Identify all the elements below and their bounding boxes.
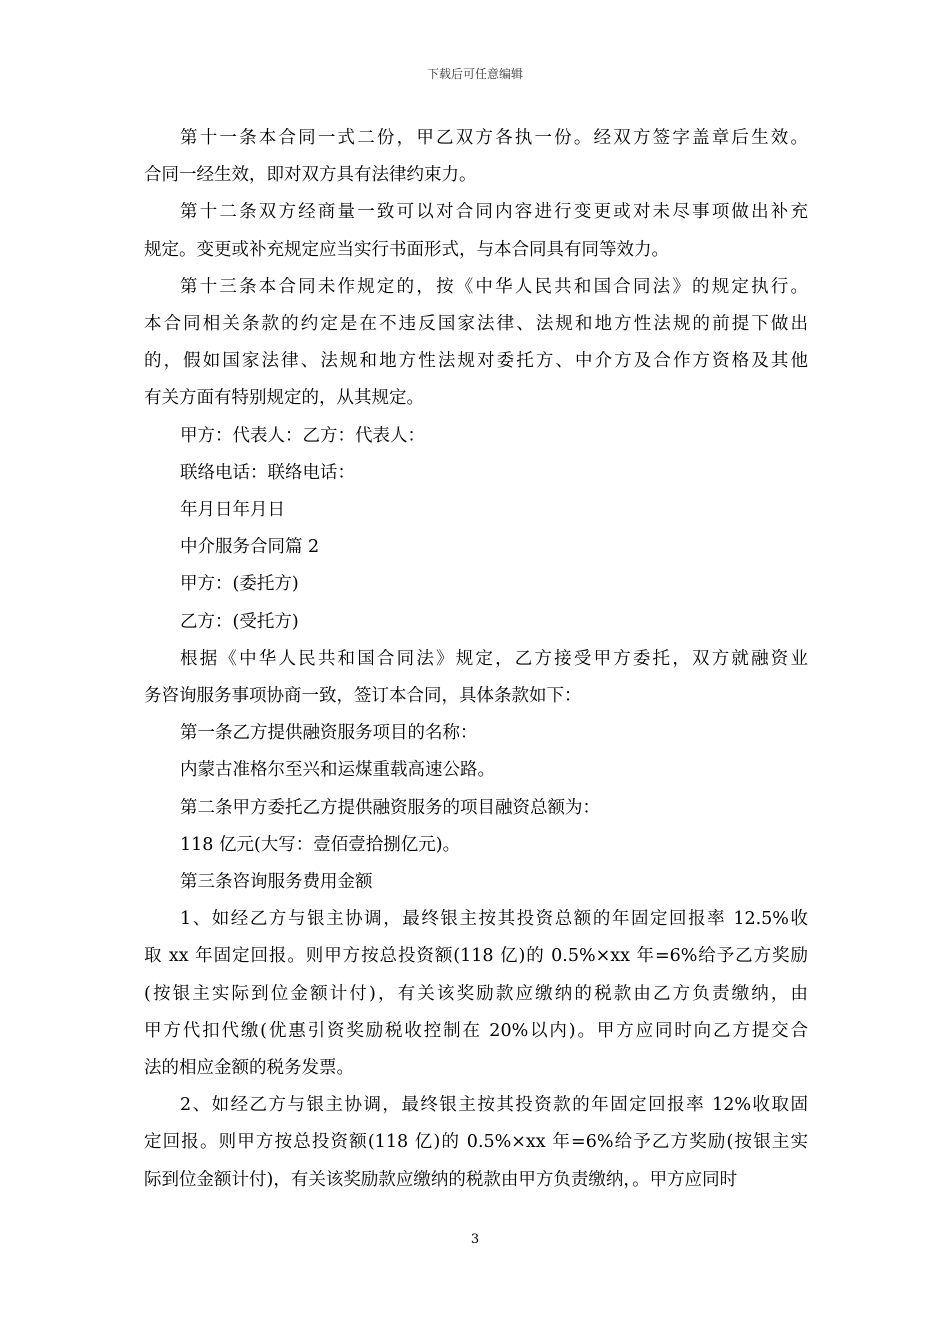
paragraph-line: 第十一条本合同一式二份，甲乙双方各执一份。经双方签字盖章后生效。: [180, 128, 808, 148]
paragraph: [144, 120, 808, 194]
paragraph: [144, 827, 808, 864]
paragraph-line: 甲方：代表人：乙方：代表人：: [180, 425, 425, 446]
paragraph: [144, 529, 808, 566]
paragraph: [144, 1087, 808, 1199]
paragraph-line: 第二条甲方委托乙方提供融资服务的项目融资总额为：: [180, 797, 600, 818]
paragraph: [144, 641, 808, 715]
paragraph-line: 规定。变更或补充规定应当实行书面形式，与本合同具有同等效力。: [144, 239, 669, 260]
paragraph-line: 内蒙古准格尔至兴和运煤重载高速公路。: [180, 760, 495, 781]
paragraph-line: 甲方：(委托方): [180, 574, 299, 595]
paragraph-line: 中介服务合同篇 2: [180, 537, 320, 558]
paragraph-line: 第十三条本合同未作规定的，按《中华人民共和国合同法》的规定执行。: [180, 276, 808, 297]
paragraph: [144, 418, 808, 455]
page-number: 3: [470, 1232, 480, 1247]
paragraph-line: 118 亿元(大写：壹佰壹拾捌亿元)。: [180, 834, 461, 855]
paragraph: [144, 715, 808, 752]
paragraph-line: 务咨询服务事项协商一致，签订本合同，具体条款如下：: [144, 686, 582, 707]
paragraph-line: 根据《中华人民共和国合同法》规定，乙方接受甲方委托，双方就融资业: [180, 648, 808, 669]
paragraph-line: 第三条咨询服务费用金额: [180, 872, 373, 893]
paragraph: [144, 492, 808, 529]
paragraph-line: 定回报。则甲方按总投资额(118 亿)的 0.5%×xx 年=6%给予乙方奖励(按银主实: [144, 1132, 808, 1153]
paragraph-line: 取 xx 年固定回报。则甲方按总投资额(118 亿)的 0.5%×xx 年=6%给予乙方奖励: [144, 946, 808, 967]
paragraph-line: 第十二条双方经商量一致可以对合同内容进行变更或对未尽事项做出补充: [180, 202, 808, 223]
paragraph: [144, 269, 808, 418]
paragraph-line: 的，假如国家法律、法规和地方性法规对委托方、中介方及合作方资格及其他: [144, 351, 808, 372]
paragraph: [144, 901, 808, 1087]
paragraph: [144, 790, 808, 827]
paragraph: [144, 194, 808, 268]
paragraph-line: 第一条乙方提供融资服务项目的名称：: [180, 723, 478, 744]
paragraph: [144, 566, 808, 603]
paragraph-line: 1、如经乙方与银主协调，最终银主按其投资总额的年固定回报率 12.5%收: [180, 909, 808, 930]
paragraph: [144, 864, 808, 901]
paragraph-line: 本合同相关条款的约定是在不违反国家法律、法规和地方性法规的前提下做出: [144, 314, 808, 335]
page-header: 下载后可任意编辑: [426, 67, 523, 81]
paragraph-line: 2、如经乙方与银主协调，最终银主按其投资款的年固定回报率 12%收取固: [180, 1095, 808, 1116]
paragraph-line: 法的相应金额的税务发票。: [144, 1058, 354, 1079]
paragraph-line: 联络电话：联络电话：: [180, 462, 355, 483]
paragraph-line: (按银主实际到位金额计付)，有关该奖励款应缴纳的税款由乙方负责缴纳，由: [144, 983, 808, 1004]
paragraph: [144, 604, 808, 641]
paragraph: [144, 455, 808, 492]
paragraph-line: 年月日年月日: [180, 500, 285, 521]
paragraph-line: 甲方代扣代缴(优惠引资奖励税收控制在 20%以内)。甲方应同时向乙方提交合: [144, 1020, 808, 1041]
paragraph-line: 有关方面有特别规定的，从其规定。: [144, 388, 424, 409]
paragraph-line: 乙方：(受托方): [180, 611, 299, 632]
paragraph: [144, 752, 808, 789]
paragraph-line: 合同一经生效，即对双方具有法律约束力。: [144, 165, 477, 186]
paragraph-line: 际到位金额计付)，有关该奖励款应缴纳的税款由甲方负责缴纳，。甲方应同时: [144, 1169, 738, 1190]
document-body: [144, 120, 808, 1199]
